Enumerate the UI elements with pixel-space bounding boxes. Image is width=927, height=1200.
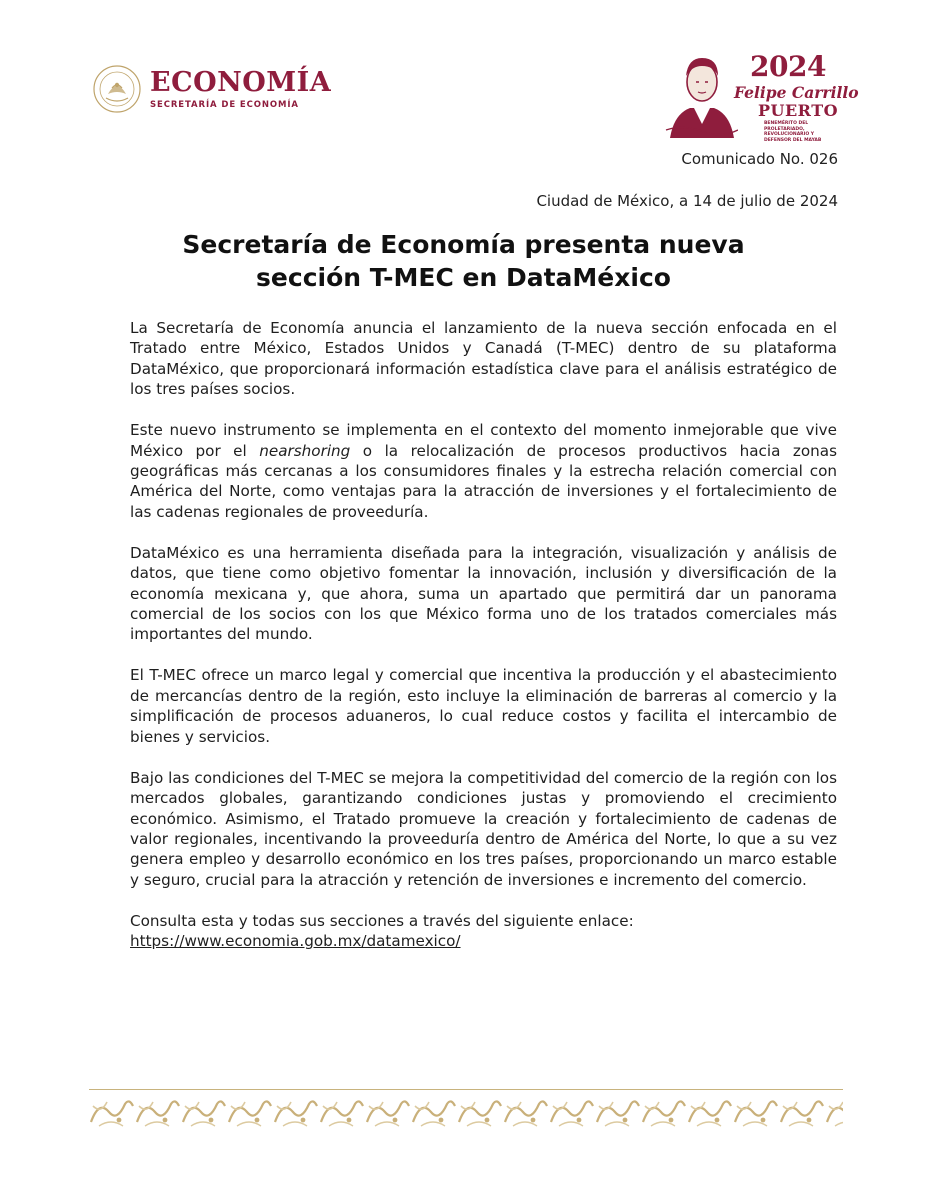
ministry-name: ECONOMÍA (150, 67, 332, 98)
paragraph-3: DataMéxico es una herramienta diseñada para la integración, visualización y análisis de datos, que tiene como objetivo fomentar la innovación, inclusión y diversificación de la economía mexicana y, que ahora, suma un apartado que permitirá dar un panorama comercial de los socios con los que México forma uno de los tratados comerciales más importantes del mundo. (130, 543, 837, 644)
coat-of-arms-seal-icon (92, 64, 142, 114)
decorative-footer-pattern-icon (89, 1096, 843, 1128)
title-line-1: Secretaría de Economía presenta nueva (182, 230, 745, 259)
paragraph-2-end: o la relocalización de procesos productivos hacia zonas geográficas más cercanas a los consumidores finales y la estrecha relación comercial con América del Norte, como ventajas para la atracción de inversiones y el fortalecimiento de las cadenas regionales de proveeduría. (130, 441, 837, 521)
paragraph-2 (130, 420, 837, 522)
honoree-surname: PUERTO (758, 101, 839, 120)
commemorative-year-logo (664, 46, 859, 143)
closing-text: Consulta esta y todas sus secciones a través del siguiente enlace: (130, 911, 634, 930)
paragraph-1: La Secretaría de Economía anuncia el lanzamiento de la nueva sección enfocada en el Tratado entre México, Estados Unidos y Canadá (T-MEC) dentro de su plataforma DataMéxico, que proporcionará información estadística clave para el análisis estratégico de los tres países socios. (130, 319, 837, 399)
paragraph-2-start: Este nuevo instrumento se implementa en el contexto del momento inmejorable que vive México por el (130, 421, 837, 460)
release-number: Comunicado No. 026 (681, 150, 838, 168)
press-release-title (130, 228, 797, 294)
letterhead (0, 0, 927, 150)
ministry-logo (150, 68, 331, 110)
ministry-subtitle: SECRETARÍA DE ECONOMÍA (150, 100, 299, 110)
portrait-illustration-icon (664, 46, 738, 138)
dateline: Ciudad de México, a 14 de julio de 2024 (536, 192, 838, 210)
closing-paragraph (130, 911, 837, 952)
commemorative-year: 2024 (750, 50, 826, 83)
paragraph-4: El T-MEC ofrece un marco legal y comercial que incentiva la producción y el abastecimiento de mercancías dentro de la región, esto incluye la eliminación de barreras al comercio y la simplificación de procesos aduaneros, lo cual reduce costos y facilita el intercambio de bienes y servicios. (130, 666, 837, 746)
honoree-first-name: Felipe Carrillo (734, 83, 859, 102)
press-release-body (130, 318, 837, 972)
paragraph-5: Bajo las condiciones del T-MEC se mejora la competitividad del comercio de la región con los mercados globales, garantizando condiciones justas y promoviendo el crecimiento económico. Asimismo, el Tratado promueve la creación y fortalecimiento de cadenas de valor regionales, incentivando la proveeduría dentro de América del Norte, lo que a su vez genera empleo y desarrollo económico en los tres países, proporcionando un marco estable y seguro, crucial para la atracción y retención de inversiones e incremento del comercio. (130, 768, 837, 889)
footer-divider (89, 1089, 843, 1090)
honoree-caption: BENEMÉRITO DEL PROLETARIADO, REVOLUCIONARIO Y DEFENSOR DEL MAYAB (764, 121, 822, 143)
datamexico-link[interactable]: https://www.economia.gob.mx/datamexico/ (130, 932, 461, 951)
title-line-2: sección T-MEC en DataMéxico (256, 263, 671, 292)
nearshoring-term: nearshoring (259, 441, 351, 460)
